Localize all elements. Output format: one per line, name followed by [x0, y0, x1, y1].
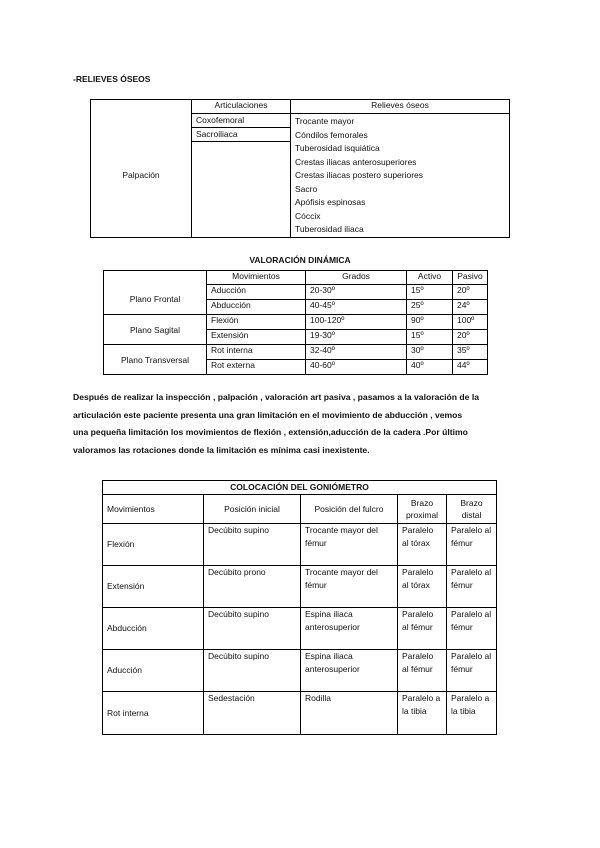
goniometro-table: [102, 480, 497, 735]
goniometro-mov: Aducción: [103, 650, 204, 692]
goniometro-proximal: Paralelo al fémur: [398, 608, 447, 650]
goniometro-inicial: Decúbito prono: [204, 566, 301, 608]
relieve-item: Tuberosidad isquiática: [295, 143, 380, 153]
movimiento-cell: Flexión: [207, 315, 306, 330]
pasivo-cell: 44º: [453, 360, 488, 375]
relieve-item: Crestas iliacas anterosuperiores: [295, 156, 417, 167]
relieve-item: Apófisis espinosas: [295, 197, 366, 207]
goniometro-proximal: Paralelo al fémur: [398, 650, 447, 692]
grados-cell: 100-120º: [306, 315, 407, 330]
activo-cell: 40º: [407, 360, 453, 375]
articulacion-item: Sacroiliaca: [192, 128, 290, 142]
activo-cell: 90º: [407, 315, 453, 330]
grados-cell: 19-30º: [306, 330, 407, 345]
activo-cell: 15º: [407, 285, 453, 300]
articulacion-item: Coxofemoral: [192, 114, 290, 128]
goniometro-fulcro: Espina iliaca anterosuperior: [301, 608, 398, 650]
goniometro-proximal: Paralelo al tórax: [398, 524, 447, 566]
goniometro-proximal: Paralelo a la tibia: [398, 692, 447, 735]
goniometro-fulcro: Trocante mayor del fémur: [301, 524, 398, 566]
grados-cell: 20-30º: [306, 285, 407, 300]
goniometro-header-movimientos: Movimientos: [103, 495, 204, 524]
plano-frontal: Plano Frontal: [104, 285, 207, 315]
goniometro-fulcro: Trocante mayor del fémur: [301, 566, 398, 608]
goniometro-mov: Abducción: [103, 608, 204, 650]
grados-cell: 40-45º: [306, 300, 407, 315]
relieves-header-relieves: Relieves óseos: [291, 100, 510, 114]
relieve-item: Trocante mayor: [295, 116, 355, 126]
relieve-item: Cóndilos femorales: [295, 129, 368, 140]
relieves-table: [90, 99, 510, 238]
relieve-item: Cóccix: [295, 210, 321, 221]
goniometro-proximal: Paralelo al tórax: [398, 566, 447, 608]
goniometro-inicial: Decúbito supino: [204, 650, 301, 692]
goniometro-fulcro: Espina iliaca anterosuperior: [301, 650, 398, 692]
activo-cell: 30º: [407, 345, 453, 360]
pasivo-cell: 20º: [453, 285, 488, 300]
relieves-list: [291, 114, 510, 238]
goniometro-distal: Paralelo al fémur: [447, 650, 497, 692]
grados-cell: 40-60º: [306, 360, 407, 375]
goniometro-header-fulcro: Posición del fulcro: [301, 495, 398, 524]
grados-cell: 32-40º: [306, 345, 407, 360]
paragraph-line: valoramos las rotaciones donde la limitación es mínima casi inexistente.: [73, 444, 370, 455]
goniometro-header-inicial: Posición inicial: [204, 495, 301, 524]
goniometro-header-distal: Brazo distal: [447, 495, 497, 524]
pasivo-cell: 35º: [453, 345, 488, 360]
pasivo-cell: 20º: [453, 330, 488, 345]
goniometro-distal: Paralelo al fémur: [447, 524, 497, 566]
relieves-title: -RELIEVES ÓSEOS: [73, 74, 151, 84]
valoracion-title: VALORACIÓN DINÁMICA: [249, 255, 351, 265]
paragraph-line: Después de realizar la inspección , palpación , valoración art pasiva , pasamos a la valoración de la: [73, 392, 479, 402]
relieve-item: Sacro: [295, 183, 318, 194]
goniometro-mov: Rot interna: [103, 692, 204, 735]
pasivo-cell: 24º: [453, 300, 488, 315]
goniometro-inicial: Decúbito supino: [204, 608, 301, 650]
pasivo-cell: 100º: [453, 315, 488, 330]
movimiento-cell: Aducción: [207, 285, 306, 300]
goniometro-inicial: Sedestación: [204, 692, 301, 735]
movimiento-cell: Rot externa: [207, 360, 306, 375]
goniometro-header-proximal: Brazo proximal: [398, 495, 447, 524]
goniometro-inicial: Decúbito supino: [204, 524, 301, 566]
goniometro-mov: Flexión: [103, 524, 204, 566]
movimiento-cell: Abducción: [207, 300, 306, 315]
valoracion-header-pasivo: Pasivo: [453, 271, 488, 285]
goniometro-distal: Paralelo a la tibia: [447, 692, 497, 735]
plano-transversal: Plano Transversal: [104, 345, 207, 375]
valoracion-table: [103, 270, 488, 375]
palpacion-label: Palpación: [91, 114, 192, 238]
goniometro-fulcro: Rodilla: [301, 692, 398, 735]
goniometro-distal: Paralelo al fémur: [447, 566, 497, 608]
movimiento-cell: Rot interna: [207, 345, 306, 360]
valoracion-header-activo: Activo: [407, 271, 453, 285]
valoracion-header-movimientos: Movimientos: [207, 271, 306, 285]
goniometro-distal: Paralelo al fémur: [447, 608, 497, 650]
activo-cell: 15º: [407, 330, 453, 345]
valoracion-header-grados: Grados: [306, 271, 407, 285]
relieves-header-articulaciones: Articulaciones: [192, 100, 291, 114]
relieve-item: Crestas iliacas postero superiores: [295, 170, 424, 180]
goniometro-title: COLOCACIÓN DEL GONIÓMETRO: [103, 481, 497, 495]
movimiento-cell: Extensión: [207, 330, 306, 345]
paragraph-line: una pequeña limitación los movimientos de flexión , extensión,aducción de la cadera .Por último: [73, 427, 468, 438]
plano-sagital: Plano Sagital: [104, 315, 207, 345]
conclusion-paragraph: [73, 389, 533, 459]
relieve-item: Tuberosidad iliaca: [295, 224, 364, 234]
goniometro-mov: Extensión: [103, 566, 204, 608]
activo-cell: 25º: [407, 300, 453, 315]
paragraph-line: articulación este paciente presenta una gran limitación en el movimiento de abducción , vemos: [73, 409, 463, 420]
